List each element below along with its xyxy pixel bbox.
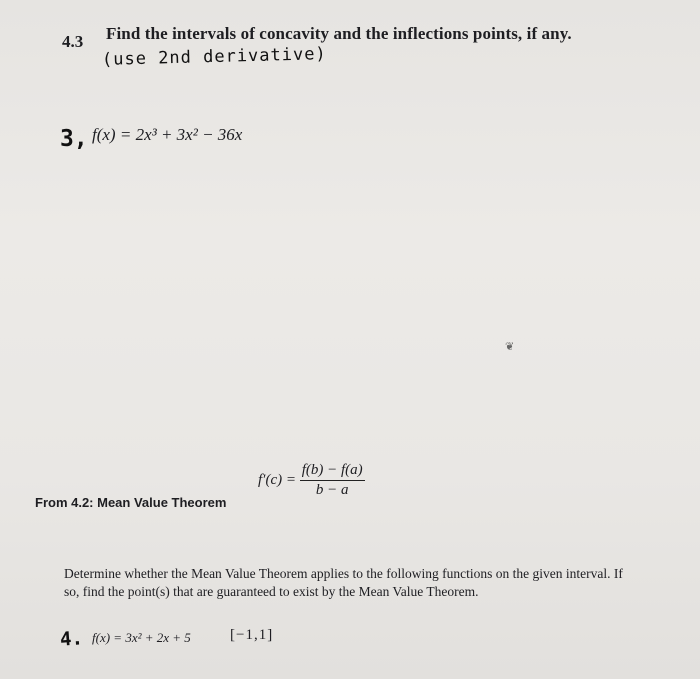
mvt-formula (258, 462, 365, 499)
mvt-instructions: Determine whether the Mean Value Theorem applies to the following functions on the given interval. If so, find the point(s) that are guaranteed to exist by the Mean Value Theorem. (64, 566, 623, 599)
concavity-prompt: Find the intervals of concavity and the inflections points, if any. (106, 24, 572, 43)
problem-3-number: 3, (60, 126, 88, 152)
mvt-numerator: f(b) − f(a) (300, 462, 365, 481)
mvt-formula-lhs: f′(c) = (258, 472, 296, 488)
handwritten-note: (use 2nd derivative) (101, 44, 327, 70)
problem-4-interval: [−1,1] (230, 627, 274, 643)
problem-3-function: f(x) = 2x³ + 3x² − 36x (92, 125, 243, 144)
pencil-mark: ❦ (505, 341, 515, 353)
mvt-heading: From 4.2: Mean Value Theorem (35, 495, 227, 510)
section-number: 4.3 (62, 32, 84, 51)
mvt-denominator: b − a (315, 482, 349, 498)
problem-4-function: f(x) = 3x² + 2x + 5 (92, 630, 191, 645)
mvt-fraction (300, 462, 365, 499)
problem-4-number: 4. (59, 627, 84, 651)
